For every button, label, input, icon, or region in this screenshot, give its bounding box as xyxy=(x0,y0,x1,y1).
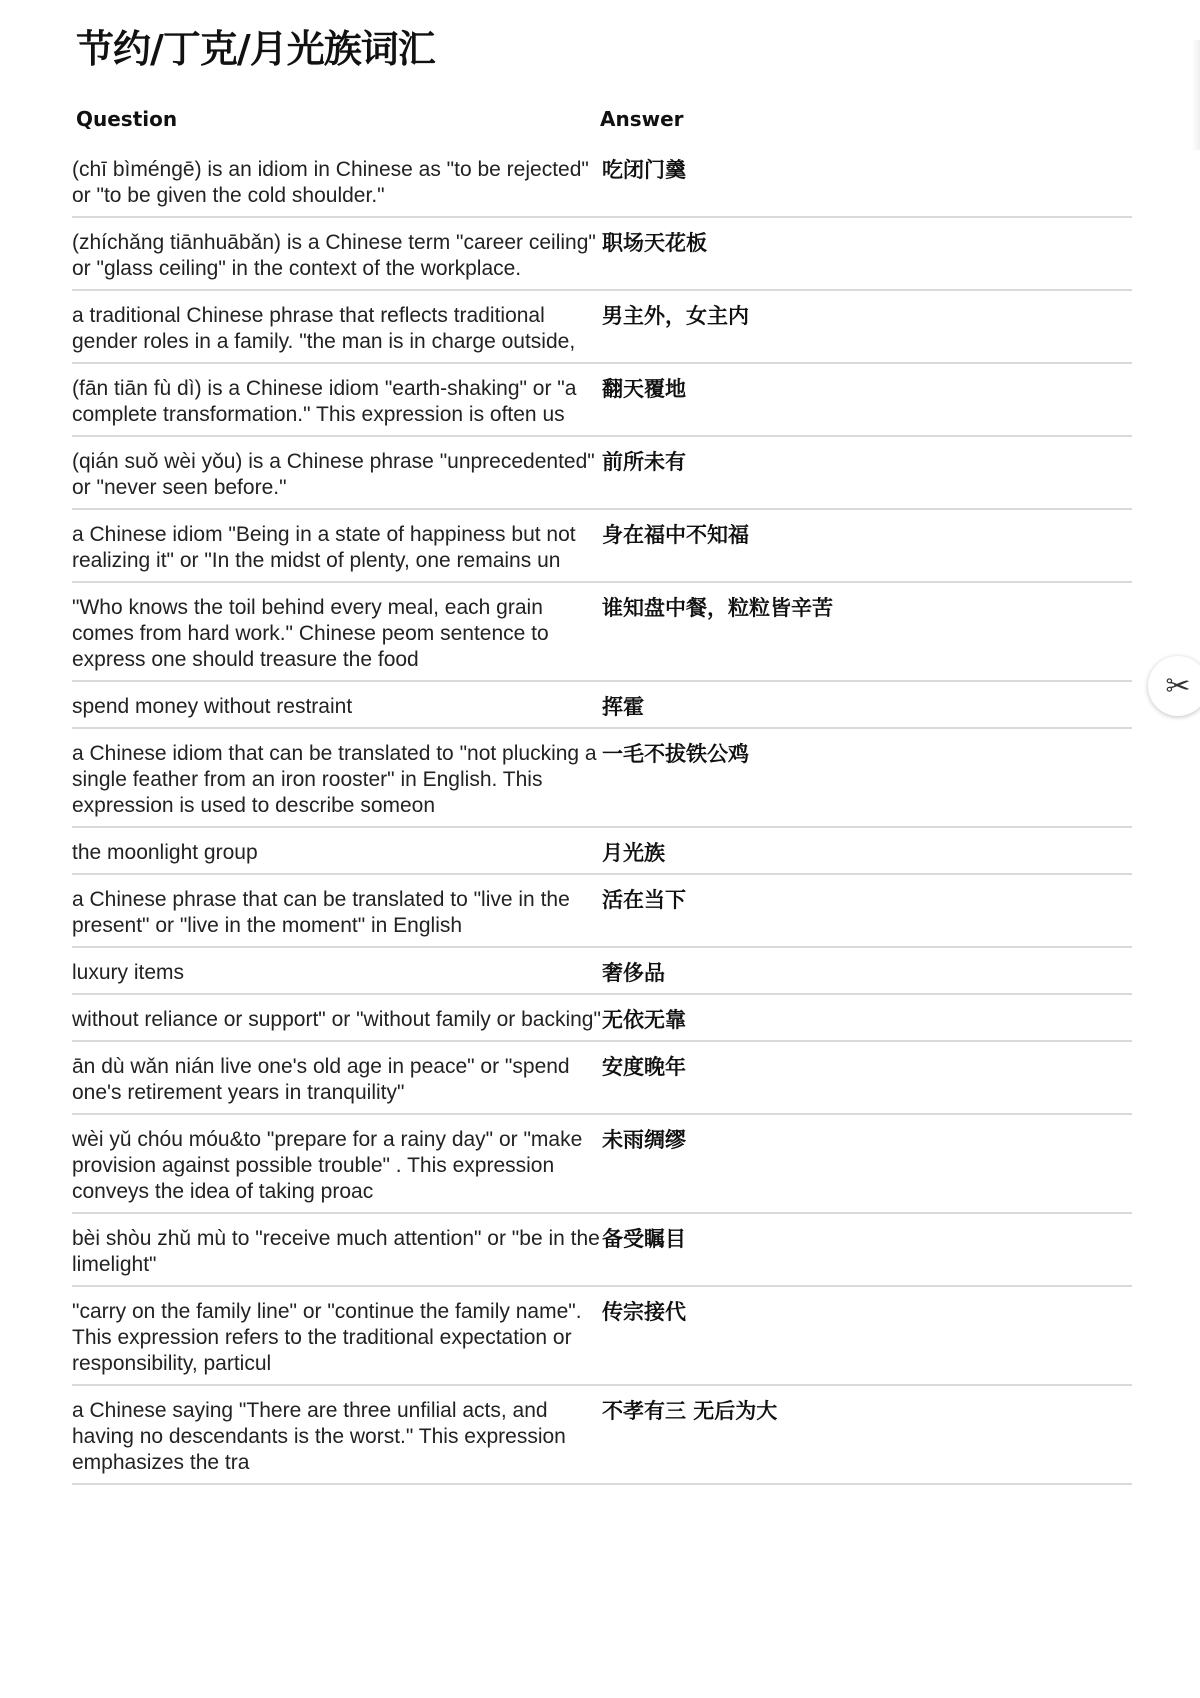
question-cell: (fān tiān fù dì) is a Chinese idiom "earth-shaking" or "a complete transformation." This expression is often us xyxy=(72,377,577,426)
answer-cell: 传宗接代 xyxy=(602,1300,686,1324)
question-cell: the moonlight group xyxy=(72,841,258,864)
answer-cell: 职场天花板 xyxy=(602,231,707,255)
table-row xyxy=(72,230,1132,291)
answer-cell: 不孝有三 无后为大 xyxy=(602,1399,778,1423)
question-cell: without reliance or support" or "without family or backing" xyxy=(72,1008,601,1031)
table-row xyxy=(72,376,1132,437)
term-table xyxy=(72,157,1132,1485)
table-row xyxy=(72,741,1132,828)
question-cell: bèi shòu zhǔ mù to "receive much attention" or "be in the limelight" xyxy=(72,1227,600,1276)
answer-cell: 前所未有 xyxy=(602,450,686,474)
answer-cell: 奢侈品 xyxy=(602,961,665,985)
table-row xyxy=(72,1299,1132,1386)
question-cell: "Who knows the toil behind every meal, each grain comes from hard work." Chinese peom sentence to express one should treasure the food xyxy=(72,596,549,671)
document-page xyxy=(72,0,1132,1497)
question-cell: a Chinese phrase that can be translated to "live in the present" or "live in the moment" in English xyxy=(72,888,570,937)
table-row xyxy=(72,157,1132,218)
question-cell: "carry on the family line" or "continue the family name". This expression refers to the traditional expectation or responsibility, particul xyxy=(72,1300,582,1375)
answer-cell: 安度晚年 xyxy=(602,1055,686,1079)
question-cell: a Chinese saying "There are three unfilial acts, and having no descendants is the worst." This expression emphasizes the tra xyxy=(72,1399,566,1474)
clip-button[interactable] xyxy=(1148,656,1200,716)
table-row xyxy=(72,1127,1132,1214)
answer-cell: 吃闭门羹 xyxy=(602,158,686,182)
question-cell: spend money without restraint xyxy=(72,695,353,718)
question-cell: (zhíchǎng tiānhuābǎn) is a Chinese term "career ceiling" or "glass ceiling" in the context of the workplace. xyxy=(72,231,596,280)
answer-cell: 月光族 xyxy=(602,841,665,865)
table-row xyxy=(72,595,1132,682)
answer-cell: 备受瞩目 xyxy=(602,1227,686,1251)
page-title: 节约/丁克/月光族词汇 xyxy=(76,27,435,71)
question-column-header: Question xyxy=(76,107,178,131)
table-row xyxy=(72,1007,1132,1042)
question-cell: ān dù wǎn nián live one's old age in peace" or "spend one's retirement years in tranquility" xyxy=(72,1055,570,1104)
scrollbar-edge xyxy=(1192,40,1200,150)
table-row xyxy=(72,840,1132,875)
question-cell: a Chinese idiom "Being in a state of happiness but not realizing it" or "In the midst of plenty, one remains un xyxy=(72,523,576,572)
question-cell: (qián suǒ wèi yǒu) is a Chinese phrase "unprecedented" or "never seen before." xyxy=(72,450,595,499)
question-cell: luxury items xyxy=(72,961,185,984)
table-row xyxy=(72,1054,1132,1115)
table-header xyxy=(72,108,1132,130)
answer-cell: 无依无靠 xyxy=(602,1008,686,1032)
answer-cell: 一毛不拔铁公鸡 xyxy=(602,742,749,766)
answer-cell: 活在当下 xyxy=(602,888,686,912)
table-row xyxy=(72,303,1132,364)
question-cell: (chī bìméngē) is an idiom in Chinese as "to be rejected" or "to be given the cold shoulder." xyxy=(72,158,589,207)
table-row xyxy=(72,1398,1132,1485)
table-row xyxy=(72,1226,1132,1287)
question-cell: wèi yǔ chóu móu&to "prepare for a rainy day" or "make provision against possible trouble" . This expression conveys the idea of taking proac xyxy=(72,1128,583,1203)
table-row xyxy=(72,960,1132,995)
answer-cell: 翻天覆地 xyxy=(602,377,686,401)
answer-column-header: Answer xyxy=(600,107,684,131)
answer-cell: 身在福中不知福 xyxy=(602,523,749,547)
table-row xyxy=(72,887,1132,948)
answer-cell: 挥霍 xyxy=(602,695,644,719)
answer-cell: 男主外，女主内 xyxy=(602,304,749,328)
table-row xyxy=(72,694,1132,729)
scissors-icon: ✂ xyxy=(1165,668,1191,704)
question-cell: a traditional Chinese phrase that reflects traditional gender roles in a family. "the man is in charge outside, xyxy=(72,304,576,353)
table-row xyxy=(72,522,1132,583)
question-cell: a Chinese idiom that can be translated to "not plucking a single feather from an iron rooster" in English. This expression is used to describe someon xyxy=(72,742,597,817)
table-row xyxy=(72,449,1132,510)
answer-cell: 未雨绸缪 xyxy=(602,1128,686,1152)
answer-cell: 谁知盘中餐，粒粒皆辛苦 xyxy=(602,596,833,620)
